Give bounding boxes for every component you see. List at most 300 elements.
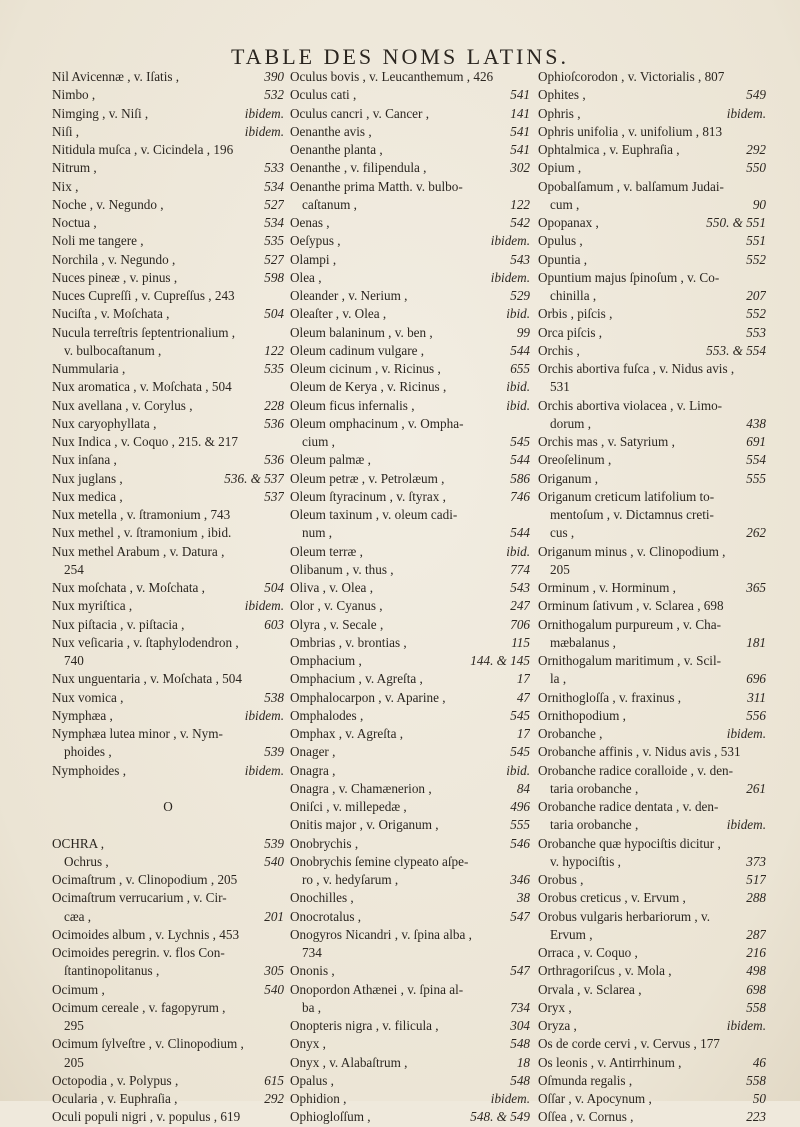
entry-name: Oenanthe avis , xyxy=(290,123,372,139)
entry-name: Ornithogalum maritimum , v. Scil- xyxy=(538,653,722,668)
entry-name: Nux inſana , xyxy=(52,452,117,468)
index-entry xyxy=(538,232,766,250)
entry-name: Oſſea , v. Cornus , xyxy=(538,1109,634,1125)
index-entry xyxy=(290,305,530,323)
entry-name: Orminum ſativum , v. Sclarea , 698 xyxy=(538,598,724,614)
entry-name: Onyx , v. Alabaſtrum , xyxy=(290,1054,408,1070)
index-entry xyxy=(52,670,284,688)
entry-name: Olyra , v. Secale , xyxy=(290,616,384,632)
entry-name: Orobus creticus , v. Ervum , xyxy=(538,890,686,906)
entry-name: Oniſci , v. millepedæ , xyxy=(290,799,407,814)
index-entry xyxy=(290,981,530,999)
entry-name: Nux vomica , xyxy=(52,689,124,705)
entry-name: Oleander , v. Nerium , xyxy=(290,288,408,303)
index-entry xyxy=(52,853,284,871)
entry-name: Orobanche affinis , v. Nidus avis , 531 xyxy=(538,744,741,760)
entry-page: 698 xyxy=(746,981,766,997)
index-entry xyxy=(538,68,766,86)
index-entry xyxy=(290,853,530,871)
section-letter xyxy=(52,798,284,816)
entry-name: phoides , xyxy=(64,744,112,760)
entry-page: 746 xyxy=(510,488,530,504)
entry-name: Oenanthe planta , xyxy=(290,142,383,157)
entry-name: Os leonis , v. Antirrhinum , xyxy=(538,1054,682,1070)
index-column-1 xyxy=(52,68,284,1127)
entry-name: Orthragoriſcus , v. Mola , xyxy=(538,963,672,979)
entry-name: Nux medica , xyxy=(52,488,123,504)
entry-page: 527 xyxy=(264,196,284,212)
index-entry xyxy=(52,214,284,232)
entry-name: num , xyxy=(302,525,333,541)
index-entry xyxy=(52,908,284,926)
entry-name: Onopordon Athænei , v. ſpina al- xyxy=(290,981,464,997)
index-entry xyxy=(52,269,284,287)
index-entry xyxy=(538,579,766,597)
entry-page: 615 xyxy=(264,1072,284,1088)
index-entry xyxy=(52,871,284,889)
entry-page: 90 xyxy=(752,196,766,212)
entry-name: Ocimum , xyxy=(52,981,105,997)
index-entry xyxy=(290,524,530,542)
index-entry xyxy=(538,1035,766,1053)
entry-name: 205 xyxy=(64,1054,84,1070)
entry-name: Ophiogloſſum , xyxy=(290,1109,371,1125)
entry-name: Oleum terræ , xyxy=(290,543,363,559)
entry-page: 543 xyxy=(510,251,530,267)
entry-name: taria orobanche , xyxy=(550,780,639,796)
index-entry xyxy=(52,68,284,86)
entry-name: Nuces pineæ , v. pinus , xyxy=(52,269,178,285)
index-entry xyxy=(290,743,530,761)
entry-page: 586 xyxy=(510,470,530,486)
entry-name: Onobrychis , xyxy=(290,835,359,851)
entry-name: cium , xyxy=(302,434,335,449)
entry-name: Oleum ſtyracinum , v. ſtyrax , xyxy=(290,488,446,504)
entry-name: Nux methel Arabum , v. Datura , xyxy=(52,543,225,559)
entry-name: Onagra , v. Chamænerion , xyxy=(290,780,432,796)
entry-page: 365 xyxy=(746,580,766,595)
entry-name: Onager , xyxy=(290,744,336,760)
entry-page: 311 xyxy=(747,689,766,705)
index-entry xyxy=(52,689,284,707)
index-entry xyxy=(52,1054,284,1072)
index-entry xyxy=(290,871,530,889)
entry-name: Origanum creticum latifolium to- xyxy=(538,488,715,504)
entry-page: 288 xyxy=(746,890,766,906)
entry-page: 47 xyxy=(516,689,530,705)
index-entry xyxy=(538,1054,766,1072)
index-entry xyxy=(290,470,530,488)
entry-page: 774 xyxy=(510,561,530,577)
index-entry xyxy=(538,543,766,561)
entry-name: Oleum palmæ , xyxy=(290,452,371,468)
entry-name: Ononis , xyxy=(290,963,335,979)
entry-name: v. bulbocaſtanum , xyxy=(64,342,162,358)
entry-page: 141 xyxy=(510,105,530,121)
entry-name: Olea , xyxy=(290,269,322,285)
index-entry xyxy=(290,561,530,579)
entry-page: 247 xyxy=(510,598,530,614)
entry-page: 555 xyxy=(510,817,530,833)
entry-page: 548 xyxy=(510,1072,530,1088)
index-entry xyxy=(290,178,530,196)
index-entry xyxy=(538,86,766,104)
entry-name: Ocimoides album , v. Lychnis , 453 xyxy=(52,926,240,942)
entry-page: 346 xyxy=(510,872,530,887)
entry-name: Ochrus , xyxy=(64,853,109,869)
entry-page: 550. & 551 xyxy=(706,215,766,230)
index-entry xyxy=(290,397,530,415)
index-entry xyxy=(52,305,284,323)
entry-name: Opium , xyxy=(538,160,582,176)
entry-page: 304 xyxy=(510,1018,530,1033)
entry-name: Oculus bovis , v. Leucanthemum , 426 xyxy=(290,69,494,84)
index-entry xyxy=(290,634,530,652)
index-entry xyxy=(538,926,766,944)
entry-page: ibidem. xyxy=(726,817,766,833)
entry-name: Opulus , xyxy=(538,233,583,249)
entry-name: Nimging , v. Niſi , xyxy=(52,105,149,121)
entry-name: Ophris unifolia , v. unifolium , 813 xyxy=(538,123,723,139)
index-entry xyxy=(52,579,284,597)
entry-name: Nux metella , v. ſtramonium , 743 xyxy=(52,507,231,522)
entry-name: Oryza , xyxy=(538,1018,577,1033)
entry-page: 547 xyxy=(510,963,530,979)
entry-page: 292 xyxy=(746,142,766,157)
entry-name: Niſi , xyxy=(52,123,80,139)
entry-name: OCHRA , xyxy=(52,835,105,851)
entry-page: 541 xyxy=(510,142,530,157)
index-entry xyxy=(290,86,530,104)
entry-name: Oculi populi nigri , v. populus , 619 xyxy=(52,1109,241,1125)
index-entry xyxy=(52,944,284,962)
entry-name: cum , xyxy=(550,196,580,212)
entry-page: ibidem. xyxy=(490,1091,530,1106)
entry-name: Orvala , v. Sclarea , xyxy=(538,981,642,997)
entry-name: mæbalanus , xyxy=(550,634,616,650)
index-entry xyxy=(538,743,766,761)
index-entry xyxy=(52,780,284,798)
index-entry xyxy=(538,1072,766,1090)
index-entry xyxy=(290,415,530,433)
entry-name: Oculus cancri , v. Cancer , xyxy=(290,105,430,121)
index-entry xyxy=(290,999,530,1017)
entry-page: 551 xyxy=(746,233,766,249)
entry-name: cus , xyxy=(550,525,575,541)
index-entry xyxy=(538,506,766,524)
entry-name: Noli me tangere , xyxy=(52,233,144,249)
entry-page: 544 xyxy=(510,452,530,468)
index-entry xyxy=(290,105,530,123)
index-entry xyxy=(538,123,766,141)
index-entry xyxy=(538,105,766,123)
entry-name: Nux Indica , v. Coquo , 215. & 217 xyxy=(52,434,238,449)
index-entry xyxy=(52,470,284,488)
entry-name: Nymphoides , xyxy=(52,762,126,778)
entry-name: Onagra , xyxy=(290,762,336,778)
entry-name: Nux caryophyllata , xyxy=(52,415,157,431)
entry-page: 373 xyxy=(746,853,766,869)
entry-page: 498 xyxy=(746,963,766,979)
index-entry xyxy=(52,561,284,579)
entry-name: Oſſar , v. Apocynum , xyxy=(538,1091,652,1106)
index-entry xyxy=(538,433,766,451)
index-entry xyxy=(290,269,530,287)
entry-name: Ocimaſtrum verrucarium , v. Cir- xyxy=(52,890,227,906)
index-entry xyxy=(290,725,530,743)
index-entry xyxy=(538,670,766,688)
entry-name: Orobanche radice dentata , v. den- xyxy=(538,799,719,814)
index-entry xyxy=(538,889,766,907)
entry-page: 540 xyxy=(264,981,284,997)
index-entry xyxy=(52,634,284,652)
entry-page: 546 xyxy=(510,835,530,851)
entry-name: Nix , xyxy=(52,178,79,194)
index-entry xyxy=(538,707,766,725)
entry-name: Nux aromatica , v. Moſchata , 504 xyxy=(52,379,232,395)
entry-page: ibidem. xyxy=(244,762,284,778)
entry-name: 205 xyxy=(550,561,570,577)
index-entry xyxy=(538,1017,766,1035)
entry-name: Ocimum ſylveſtre , v. Clinopodium , xyxy=(52,1036,244,1052)
index-entry xyxy=(290,141,530,159)
index-entry xyxy=(52,707,284,725)
entry-name: Orobus , xyxy=(538,872,584,887)
entry-name: Onochilles , xyxy=(290,890,354,906)
entry-page: ibidem. xyxy=(490,233,530,249)
index-entry xyxy=(290,378,530,396)
index-entry xyxy=(290,1072,530,1090)
entry-name: Onopteris nigra , v. filicula , xyxy=(290,1018,439,1033)
entry-name: Oleum cicinum , v. Ricinus , xyxy=(290,361,441,376)
entry-page: 550 xyxy=(746,160,766,176)
entry-name: Nimbo , xyxy=(52,87,96,103)
entry-page: ibid. xyxy=(506,306,530,322)
entry-name: Nux methel , v. ſtramonium , ibid. xyxy=(52,525,232,541)
entry-name: Ophris , xyxy=(538,105,581,121)
entry-name: Octopodia , v. Polypus , xyxy=(52,1072,179,1088)
index-entry xyxy=(538,397,766,415)
entry-name: Oleum cadinum vulgare , xyxy=(290,342,425,358)
entry-name: ro , v. hedyſarum , xyxy=(302,872,399,887)
index-entry xyxy=(290,579,530,597)
entry-page: 545 xyxy=(510,434,530,449)
entry-page: ibid. xyxy=(506,762,530,778)
entry-page: 305 xyxy=(264,963,284,979)
index-entry xyxy=(538,196,766,214)
entry-name: Ombrias , v. brontias , xyxy=(290,634,407,650)
entry-name: Ornithogloſſa , v. fraxinus , xyxy=(538,689,682,705)
entry-page: 549 xyxy=(746,87,766,103)
index-entry xyxy=(52,981,284,999)
index-entry xyxy=(52,324,284,342)
entry-page: 18 xyxy=(516,1054,530,1070)
entry-name: Ocimum cereale , v. fagopyrum , xyxy=(52,999,226,1015)
index-entry xyxy=(538,451,766,469)
index-entry xyxy=(538,981,766,999)
entry-page: 38 xyxy=(516,890,530,906)
entry-page: 207 xyxy=(746,288,766,303)
index-entry xyxy=(52,962,284,980)
entry-name: Olibanum , v. thus , xyxy=(290,561,394,577)
index-entry xyxy=(52,342,284,360)
index-entry xyxy=(538,251,766,269)
index-entry xyxy=(52,123,284,141)
entry-name: Orchis abortiva violacea , v. Limo- xyxy=(538,397,723,413)
entry-page: 553. & 554 xyxy=(706,342,766,358)
entry-page: 504 xyxy=(264,306,284,322)
index-entry xyxy=(52,1017,284,1035)
index-entry xyxy=(538,944,766,962)
entry-page: 223 xyxy=(746,1109,766,1125)
entry-page: 50 xyxy=(752,1091,766,1106)
index-entry xyxy=(290,926,530,944)
entry-name: Oreoſelinum , xyxy=(538,452,612,468)
entry-page: 541 xyxy=(510,123,530,139)
entry-page: ibidem. xyxy=(244,105,284,121)
index-entry xyxy=(290,214,530,232)
index-entry xyxy=(52,433,284,451)
index-entry xyxy=(290,506,530,524)
entry-page: 122 xyxy=(510,196,530,212)
entry-name: Oenanthe , v. filipendula , xyxy=(290,160,427,176)
entry-page: 734 xyxy=(510,999,530,1015)
entry-name: Oleum de Kerya , v. Ricinus , xyxy=(290,379,447,395)
index-entry xyxy=(538,470,766,488)
entry-name: mentoſum , v. Dictamnus creti- xyxy=(550,507,714,522)
entry-name: la , xyxy=(550,671,567,687)
index-entry xyxy=(290,944,530,962)
index-entry xyxy=(52,159,284,177)
entry-page: 292 xyxy=(264,1091,284,1106)
entry-page: 534 xyxy=(264,215,284,230)
index-entry xyxy=(538,524,766,542)
index-entry xyxy=(538,962,766,980)
index-entry xyxy=(52,743,284,761)
entry-name: Oculus cati , xyxy=(290,87,357,103)
index-entry xyxy=(290,324,530,342)
entry-name: Orbis , piſcis , xyxy=(538,306,613,322)
index-entry xyxy=(290,835,530,853)
entry-page: 529 xyxy=(510,288,530,303)
index-entry xyxy=(538,853,766,871)
index-entry xyxy=(538,798,766,816)
index-entry xyxy=(538,725,766,743)
entry-page: 496 xyxy=(510,799,530,814)
entry-name: Omphacium , xyxy=(290,653,362,668)
entry-page: 46 xyxy=(752,1054,766,1070)
entry-name: Orobanche radice coralloide , v. den- xyxy=(538,762,734,778)
entry-name: 740 xyxy=(64,653,84,668)
entry-page: 545 xyxy=(510,707,530,723)
entry-name: 734 xyxy=(302,945,322,960)
entry-page: 527 xyxy=(264,251,284,267)
index-entry xyxy=(52,415,284,433)
entry-name: Onogyros Nicandri , v. ſpina alba , xyxy=(290,926,472,942)
entry-page: 548. & 549 xyxy=(470,1109,530,1125)
entry-name: Olampi , xyxy=(290,251,337,267)
entry-name: Onyx , xyxy=(290,1036,326,1052)
index-entry xyxy=(290,232,530,250)
index-entry xyxy=(538,835,766,853)
index-entry xyxy=(52,816,284,834)
entry-name: Orobanche , xyxy=(538,726,603,741)
index-entry xyxy=(538,871,766,889)
entry-page: 544 xyxy=(510,525,530,541)
entry-page: 545 xyxy=(510,744,530,760)
entry-page: ibid. xyxy=(506,397,530,413)
entry-page: 17 xyxy=(516,671,530,687)
entry-name: Nitrum , xyxy=(52,160,97,176)
entry-name: Nymphæa lutea minor , v. Nym- xyxy=(52,726,223,741)
index-entry xyxy=(538,324,766,342)
index-entry xyxy=(52,524,284,542)
index-entry xyxy=(290,1017,530,1035)
entry-name: Ocimoides peregrin. v. flos Con- xyxy=(52,945,225,960)
entry-page: 541 xyxy=(510,87,530,103)
index-entry xyxy=(538,816,766,834)
index-entry xyxy=(290,689,530,707)
entry-page: 554 xyxy=(746,452,766,468)
entry-page: 548 xyxy=(510,1036,530,1052)
entry-name: Ophtalmica , v. Euphraſia , xyxy=(538,142,680,157)
index-entry xyxy=(290,908,530,926)
index-entry xyxy=(52,232,284,250)
entry-page: 122 xyxy=(264,342,284,358)
entry-name: Onocrotalus , xyxy=(290,908,362,924)
entry-name: Oleum balaninum , v. ben , xyxy=(290,324,433,340)
entry-page: 556 xyxy=(746,707,766,723)
entry-page: ibid. xyxy=(506,379,530,395)
index-entry xyxy=(52,105,284,123)
entry-name: Omphalodes , xyxy=(290,707,364,723)
entry-name: Orminum , v. Horminum , xyxy=(538,580,676,595)
index-entry xyxy=(290,762,530,780)
entry-name: Omphacium , v. Agreſta , xyxy=(290,671,423,687)
entry-page: 302 xyxy=(510,160,530,176)
entry-name: Orobus vulgaris herbariorum , v. xyxy=(538,908,711,924)
index-entry xyxy=(52,488,284,506)
index-entry xyxy=(538,908,766,926)
index-entry xyxy=(290,652,530,670)
index-entry xyxy=(52,287,284,305)
entry-name: O xyxy=(163,799,173,814)
entry-page: 181 xyxy=(746,634,766,650)
entry-name: Ornithogalum purpureum , v. Cha- xyxy=(538,616,722,632)
index-entry xyxy=(290,889,530,907)
entry-name: Noche , v. Negundo , xyxy=(52,196,164,212)
entry-name: Orca piſcis , xyxy=(538,324,603,340)
entry-name: Ophioſcorodon , v. Victorialis , 807 xyxy=(538,69,725,84)
index-entry xyxy=(290,488,530,506)
index-entry xyxy=(538,415,766,433)
index-entry xyxy=(52,597,284,615)
index-entry xyxy=(290,1090,530,1108)
entry-name: Nux veſicaria , v. ſtaphylodendron , xyxy=(52,634,239,650)
entry-page: 538 xyxy=(264,689,284,705)
index-entry xyxy=(538,762,766,780)
page-title: TABLE DES NOMS LATINS. xyxy=(230,44,570,69)
entry-page: ibidem. xyxy=(726,1018,766,1033)
entry-page: 542 xyxy=(510,215,530,230)
entry-page: 655 xyxy=(510,361,530,376)
index-entry xyxy=(52,178,284,196)
index-entry xyxy=(290,1035,530,1053)
index-entry xyxy=(538,1090,766,1108)
entry-name: Oenas , xyxy=(290,215,330,230)
entry-page: 539 xyxy=(264,744,284,760)
entry-page: 539 xyxy=(264,835,284,851)
